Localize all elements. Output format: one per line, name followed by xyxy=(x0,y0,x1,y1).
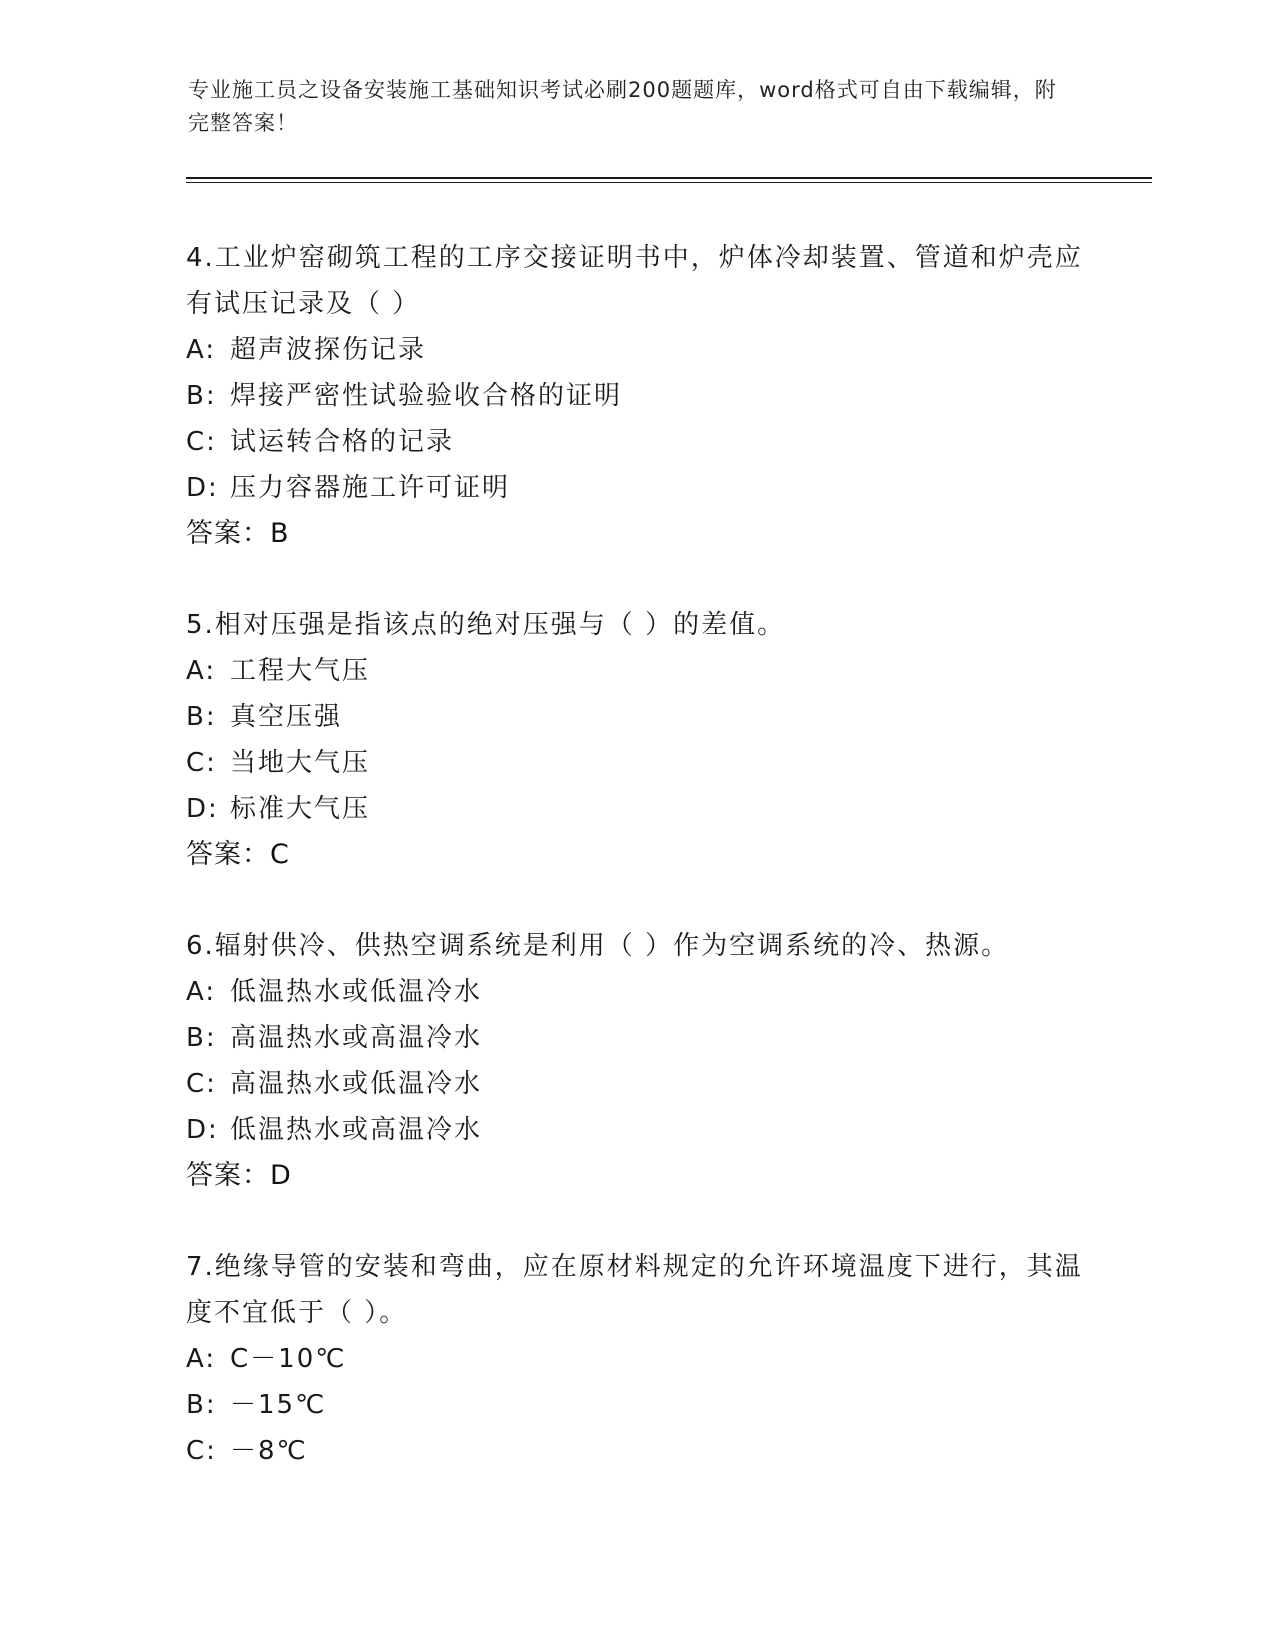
option-key: B: xyxy=(186,1023,217,1053)
option-text: 低温热水或低温冷水 xyxy=(230,977,483,1007)
option-key: D: xyxy=(186,794,219,824)
answer-line: 答案：D xyxy=(186,1160,292,1191)
document-header xyxy=(188,74,1068,140)
option-b xyxy=(186,1015,1086,1061)
option-text: 标准大气压 xyxy=(230,794,371,824)
option-text: 当地大气压 xyxy=(230,748,371,778)
option-text: 焊接严密性试验验收合格的证明 xyxy=(230,381,623,411)
option-key: B: xyxy=(186,702,217,732)
option-c xyxy=(186,419,1086,465)
option-text: 超声波探伤记录 xyxy=(230,335,427,365)
option-key: A: xyxy=(186,335,217,365)
question-list xyxy=(186,235,1086,1519)
question-5 xyxy=(186,602,1086,878)
option-text: 高温热水或高温冷水 xyxy=(230,1023,483,1053)
option-key: A: xyxy=(186,977,217,1007)
option-key: A: xyxy=(186,1344,217,1374)
option-b xyxy=(186,1382,1086,1428)
option-key: C: xyxy=(186,1436,217,1466)
option-key: C: xyxy=(186,427,217,457)
option-a xyxy=(186,648,1086,694)
question-text: 4.工业炉窑砌筑工程的工序交接证明书中，炉体冷却装置、管道和炉壳应有试压记录及（ ） xyxy=(186,243,1083,319)
question-7 xyxy=(186,1244,1086,1474)
option-key: A: xyxy=(186,656,217,686)
option-key: D: xyxy=(186,1115,219,1145)
option-text: 压力容器施工许可证明 xyxy=(230,473,511,503)
answer-line: 答案：B xyxy=(186,518,290,549)
option-c xyxy=(186,1061,1086,1107)
option-text: 工程大气压 xyxy=(230,656,371,686)
option-text: 试运转合格的记录 xyxy=(230,427,455,457)
option-d xyxy=(186,786,1086,832)
option-c xyxy=(186,740,1086,786)
question-6 xyxy=(186,923,1086,1199)
header-divider xyxy=(186,177,1152,179)
option-text: 真空压强 xyxy=(230,702,343,732)
option-a xyxy=(186,969,1086,1015)
question-4 xyxy=(186,235,1086,557)
option-d xyxy=(186,465,1086,511)
option-key: C: xyxy=(186,1069,217,1099)
option-key: B: xyxy=(186,381,217,411)
header-divider-thin xyxy=(186,182,1152,183)
answer-line: 答案：C xyxy=(186,839,290,870)
option-text: 高温热水或低温冷水 xyxy=(230,1069,483,1099)
question-text: 5.相对压强是指该点的绝对压强与（ ）的差值。 xyxy=(186,610,786,640)
option-d xyxy=(186,1107,1086,1153)
header-title: 专业施工员之设备安装施工基础知识考试必刷200题题库，word格式可自由下载编辑，附完整答案！ xyxy=(188,78,1057,135)
option-text: －15℃ xyxy=(230,1390,327,1420)
option-b xyxy=(186,373,1086,419)
option-c xyxy=(186,1428,1086,1474)
option-text: C－10℃ xyxy=(230,1344,347,1374)
option-b xyxy=(186,694,1086,740)
option-a xyxy=(186,1336,1086,1382)
option-key: C: xyxy=(186,748,217,778)
option-a xyxy=(186,327,1086,373)
option-key: D: xyxy=(186,473,219,503)
option-text: －8℃ xyxy=(230,1436,308,1466)
question-text: 7.绝缘导管的安装和弯曲，应在原材料规定的允许环境温度下进行，其温度不宜低于（ ）。 xyxy=(186,1252,1083,1328)
option-text: 低温热水或高温冷水 xyxy=(230,1115,483,1145)
option-key: B: xyxy=(186,1390,217,1420)
question-text: 6.辐射供冷、供热空调系统是利用（ ）作为空调系统的冷、热源。 xyxy=(186,931,1010,961)
